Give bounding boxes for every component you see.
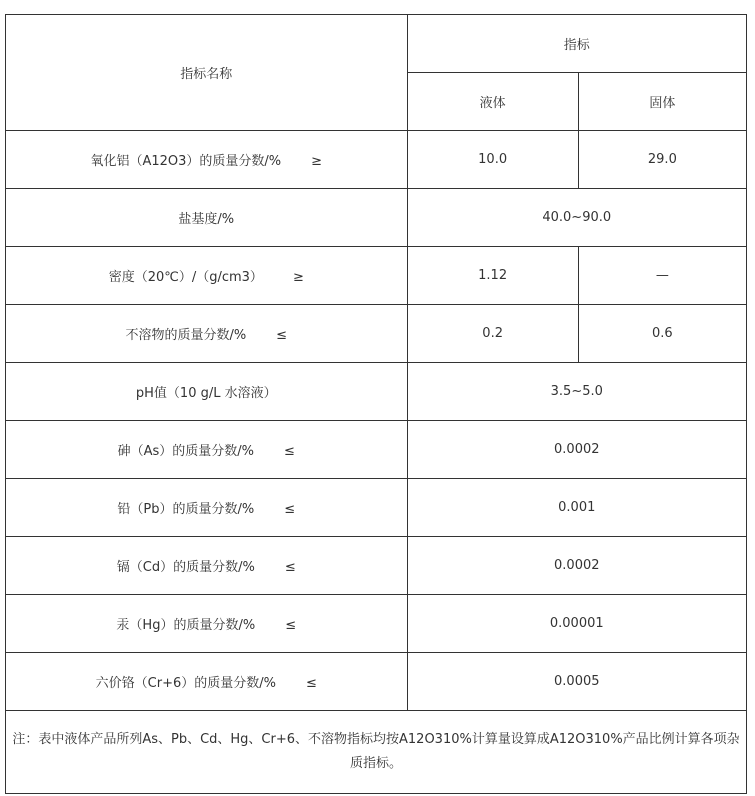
row-name-cell: 汞（Hg）的质量分数/% ≤ [6, 595, 408, 653]
solid-column-header: 固体 [578, 73, 746, 131]
table-row [6, 189, 747, 247]
table-note: 注：表中液体产品所列As、Pb、Cd、Hg、Cr+6、不溶物指标均按A12O310%计算量设算成A12O310%产品比例计算各项杂质指标。 [6, 711, 747, 794]
row-name-cell: 铅（Pb）的质量分数/% ≤ [6, 479, 408, 537]
liquid-value-cell: 10.0 [407, 131, 578, 189]
row-name-cell: 镉（Cd）的质量分数/% ≤ [6, 537, 408, 595]
table-row [6, 131, 747, 189]
merged-value-cell: 40.0~90.0 [407, 189, 746, 247]
spec-column-header: 指标 [407, 15, 746, 73]
table-row [6, 479, 747, 537]
merged-value-cell: 0.0002 [407, 421, 746, 479]
solid-value-cell: — [578, 247, 746, 305]
liquid-column-header: 液体 [407, 73, 578, 131]
merged-value-cell: 0.001 [407, 479, 746, 537]
liquid-value-cell: 1.12 [407, 247, 578, 305]
row-name-cell: 氧化铝（A12O3）的质量分数/% ≥ [6, 131, 408, 189]
row-name-cell: 六价铬（Cr+6）的质量分数/% ≤ [6, 653, 408, 711]
solid-value-cell: 29.0 [578, 131, 746, 189]
row-name-cell: 密度（20℃）/（g/cm3） ≥ [6, 247, 408, 305]
table-row [6, 537, 747, 595]
table-row [6, 595, 747, 653]
merged-value-cell: 0.00001 [407, 595, 746, 653]
table-row [6, 305, 747, 363]
table-row [6, 363, 747, 421]
name-column-header: 指标名称 [6, 15, 408, 131]
row-name-cell: 盐基度/% [6, 189, 408, 247]
table-row [6, 421, 747, 479]
table-row [6, 247, 747, 305]
spec-table [5, 14, 747, 794]
liquid-value-cell: 0.2 [407, 305, 578, 363]
row-name-cell: pH值（10 g/L 水溶液） [6, 363, 408, 421]
row-name-cell: 不溶物的质量分数/% ≤ [6, 305, 408, 363]
row-name-cell: 砷（As）的质量分数/% ≤ [6, 421, 408, 479]
solid-value-cell: 0.6 [578, 305, 746, 363]
merged-value-cell: 0.0002 [407, 537, 746, 595]
merged-value-cell: 0.0005 [407, 653, 746, 711]
merged-value-cell: 3.5~5.0 [407, 363, 746, 421]
table-row [6, 653, 747, 711]
